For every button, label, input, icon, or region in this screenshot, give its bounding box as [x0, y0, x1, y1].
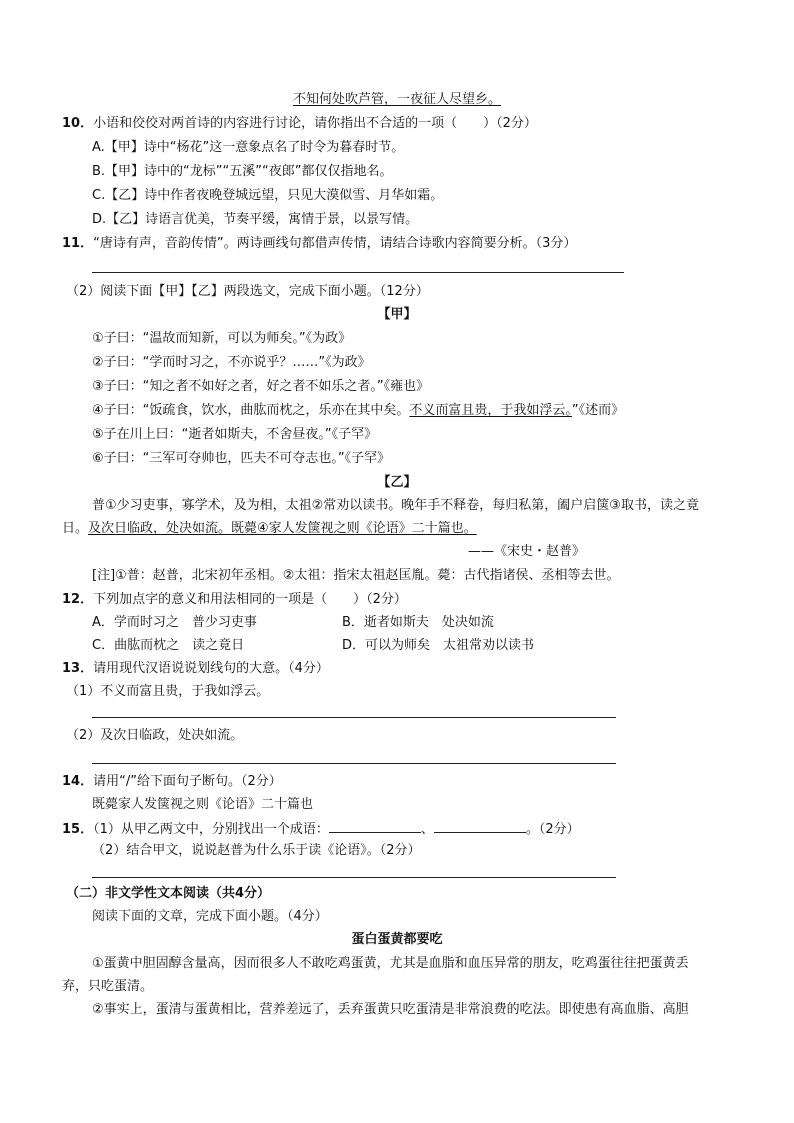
- question-number: 15．: [62, 822, 94, 837]
- question-stem: 下列加点字的意义和用法相同的一项是（ ）（2分）: [93, 592, 407, 607]
- paragraph-1-line-1: ①蛋黄中胆固醇含量高，因而很多人不敢吃鸡蛋黄，尤其是血脂和血压异常的朋友，吃鸡蛋往往把蛋黄丢: [92, 956, 689, 971]
- paragraph-2-line-1: ②事实上，蛋清与蛋黄相比，营养差远了，丢弃蛋黄只吃蛋清是非常浪费的吃法。即使患有高血脂、高胆: [92, 1002, 689, 1017]
- jia-text: ”《述而》: [571, 403, 625, 418]
- jia-text: ④子曰：“饭疏食，饮水，曲肱而枕之，乐亦在其中矣。: [92, 403, 410, 418]
- question-number: 10．: [62, 116, 94, 131]
- question-stem: “唐诗有声，音韵传情”。两诗画线句都借声传情，请结合诗歌内容简要分析。（3分）: [93, 236, 577, 251]
- jia-item-4: [92, 402, 624, 420]
- option-c: C．曲肱而枕之 读之竟日: [92, 638, 245, 653]
- answer-line: [92, 877, 616, 878]
- question-number: 14．: [62, 774, 94, 789]
- option-a: A.【甲】诗中“杨花”这一意象点名了时令为暮春时节。: [92, 140, 405, 155]
- question-14: [62, 773, 282, 791]
- section-intro: （2）阅读下面【甲】【乙】两段选文，完成下面小题。（12分）: [66, 284, 429, 299]
- yi-line-1: 普①少习吏事，寡学术，及为相，太祖②常劝以读书。晚年手不释卷，每归私第，阖户启箧③取书，读之竟: [92, 498, 699, 513]
- option-b: B.【甲】诗中的“龙标”“五溪”“夜郎”都仅仅指地名。: [92, 164, 393, 179]
- q15-sub-1: （1）从甲乙两文中，分别找出一个成语：: [93, 822, 329, 837]
- jia-item-6: [92, 450, 390, 468]
- idiom-blank-2[interactable]: [434, 819, 526, 833]
- question-11: [62, 235, 576, 253]
- question-number: 13．: [62, 661, 94, 676]
- option-a: A．学而时习之 普少习吏事: [92, 615, 257, 630]
- passage-note: [注]①普：赵普，北宋初年丞相。②太祖：指宋太祖赵匡胤。薨：古代指诸侯、丞相等去世。: [92, 568, 620, 583]
- question-stem: 请用现代汉语说说划线句的大意。（4分）: [93, 661, 329, 676]
- idiom-blank-1[interactable]: [329, 819, 421, 833]
- q13-sub-2: （2）及次日临政，处决如流。: [66, 728, 244, 743]
- jia-text: ⑤子在川上曰：“逝者如斯夫，不舍昼夜。”《子罕》: [92, 427, 378, 442]
- section-heading: （二）非文学性文本阅读（共4分）: [66, 886, 271, 901]
- underlined-sentence: 及次日临政，处决如流: [88, 521, 219, 536]
- q13-sub-1: （1）不义而富且贵，于我如浮云。: [66, 684, 270, 699]
- question-stem: 小语和佼佼对两首诗的内容进行讨论，请你指出不合适的一项（ ）（2分）: [93, 116, 537, 131]
- question-13: [62, 660, 329, 678]
- passage-yi-title: 【乙】: [377, 475, 417, 490]
- answer-line: [92, 717, 616, 718]
- question-number: 12．: [62, 592, 94, 607]
- poem-line: 不知何处吹芦管，一夜征人尽望乡。: [292, 92, 501, 107]
- q15-sub-2: （2）结合甲文，说说赵普为什么乐于读《论语》。（2分）: [92, 843, 421, 858]
- option-d: D．可以为师矣 太祖常劝以读书: [342, 638, 535, 653]
- jia-item-3: [92, 378, 429, 396]
- jia-item-2: [92, 354, 371, 372]
- answer-line: [92, 763, 616, 764]
- q14-sentence: 既薨家人发箧视之则《论语》二十篇也: [92, 797, 314, 812]
- question-10: [62, 115, 537, 133]
- jia-text: ②子曰：“学而时习之，不亦说乎？……”《为政》: [92, 355, 371, 370]
- option-c: C.【乙】诗中作者夜晚登城远望，只见大漠似雪、月华如霜。: [92, 188, 444, 203]
- question-stem: 请用“/”给下面句子断句。（2分）: [93, 774, 282, 789]
- question-number: 11．: [62, 236, 94, 251]
- separator: 、: [420, 822, 434, 837]
- yi-text: 日。: [62, 521, 89, 536]
- yi-text: 。既薨④家人发箧视之则《论语》二十篇也。: [218, 521, 477, 536]
- paragraph-1-line-2: 弃，只吃蛋清。: [62, 979, 154, 994]
- question-12: [62, 591, 407, 609]
- article-title: 蛋白蛋黄都要吃: [351, 932, 443, 947]
- section-intro: 阅读下面的文章，完成下面小题。（4分）: [92, 909, 328, 924]
- q15-sub-1-end: 。（2分）: [525, 822, 580, 837]
- passage-source: ——《宋史・赵普》: [468, 544, 586, 559]
- question-15: [62, 819, 580, 839]
- underlined-sentence: 不义而富且贵，于我如浮云。: [409, 403, 572, 418]
- answer-line: [92, 272, 624, 273]
- passage-jia-title: 【甲】: [377, 307, 417, 322]
- jia-text: ①子曰：“温故而知新，可以为师矣。”《为政》: [92, 331, 352, 346]
- jia-item-1: [92, 330, 351, 348]
- jia-item-5: [92, 426, 377, 444]
- option-d: D.【乙】诗语言优美，节奏平缓，寓情于景，以景写情。: [92, 212, 419, 227]
- yi-line-2: [62, 520, 477, 538]
- option-b: B．逝者如斯夫 处决如流: [342, 615, 494, 630]
- jia-text: ③子曰：“知之者不如好之者，好之者不如乐之者。”《雍也》: [92, 379, 430, 394]
- jia-text: ⑥子曰：“三军可夺帅也，匹夫不可夺志也。”《子罕》: [92, 451, 391, 466]
